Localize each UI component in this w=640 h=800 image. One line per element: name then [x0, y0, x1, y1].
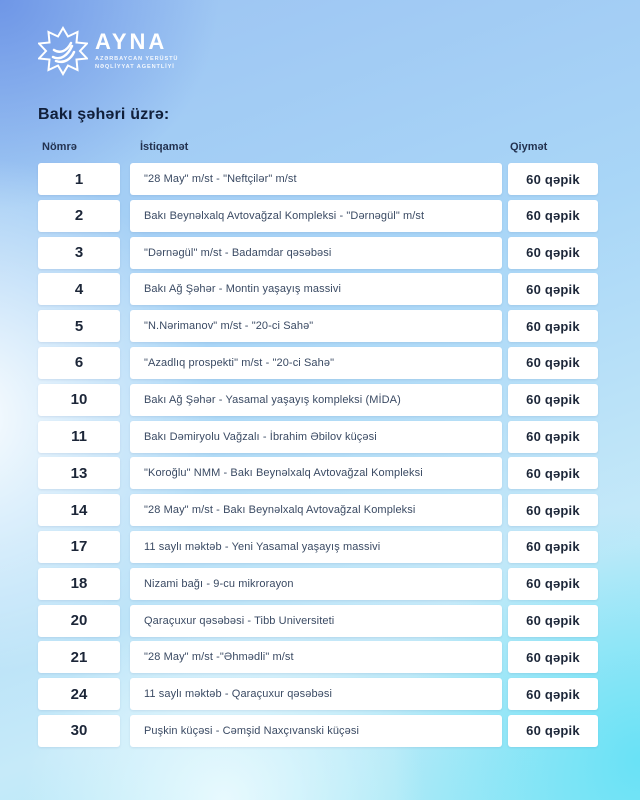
- route-direction-cell: "Koroğlu" NMM - Bakı Beynəlxalq Avtovağzal Kompleksi: [130, 457, 502, 489]
- route-price-cell: 60 qəpik: [508, 605, 598, 637]
- table-row: [38, 531, 598, 563]
- route-number-cell: 6: [38, 347, 120, 379]
- route-direction-cell: Puşkin küçəsi - Cəmşid Naxçıvanski küçəsi: [130, 715, 502, 747]
- route-price-cell: 60 qəpik: [508, 678, 598, 710]
- route-direction-cell: "28 May" m/st - "Neftçilər" m/st: [130, 163, 502, 195]
- logo-tagline-line2: NƏQLİYYAT AGENTLİYİ: [95, 63, 175, 70]
- table-row: [38, 605, 598, 637]
- table-row: [38, 715, 598, 747]
- table-row: [38, 568, 598, 600]
- route-price-cell: 60 qəpik: [508, 310, 598, 342]
- route-direction-cell: Nizami bağı - 9-cu mikrorayon: [130, 568, 502, 600]
- route-number-cell: 17: [38, 531, 120, 563]
- agency-logo: [38, 26, 178, 76]
- route-price-cell: 60 qəpik: [508, 494, 598, 526]
- page-title: Bakı şəhəri üzrə:: [38, 106, 170, 123]
- route-price-cell: 60 qəpik: [508, 715, 598, 747]
- header-direction: İstiqamət: [140, 141, 189, 153]
- route-price-cell: 60 qəpik: [508, 531, 598, 563]
- route-price-cell: 60 qəpik: [508, 568, 598, 600]
- route-price-cell: 60 qəpik: [508, 384, 598, 416]
- route-price-cell: 60 qəpik: [508, 641, 598, 673]
- table-header-row: [38, 141, 598, 153]
- route-direction-cell: Qaraçuxur qəsəbəsi - Tibb Universiteti: [130, 605, 502, 637]
- route-number-cell: 14: [38, 494, 120, 526]
- route-price-cell: 60 qəpik: [508, 457, 598, 489]
- table-row: [38, 200, 598, 232]
- logo-text-block: [95, 28, 179, 71]
- route-number-cell: 13: [38, 457, 120, 489]
- route-direction-cell: 11 saylı məktəb - Yeni Yasamal yaşayış massivi: [130, 531, 502, 563]
- table-row: [38, 310, 598, 342]
- route-number-cell: 2: [38, 200, 120, 232]
- table-body: [38, 163, 598, 752]
- table-row: [38, 384, 598, 416]
- logo-name: AYNA: [95, 28, 168, 54]
- route-direction-cell: "Dərnəgül" m/st - Badamdar qəsəbəsi: [130, 237, 502, 269]
- route-price-cell: 60 qəpik: [508, 200, 598, 232]
- route-direction-cell: Bakı Dəmiryolu Vağzalı - İbrahim Əbilov küçəsi: [130, 421, 502, 453]
- header-price: Qiymət: [510, 141, 548, 153]
- table-row: [38, 347, 598, 379]
- route-price-cell: 60 qəpik: [508, 421, 598, 453]
- route-price-cell: 60 qəpik: [508, 347, 598, 379]
- route-direction-cell: "Azadlıq prospekti" m/st - "20-ci Sahə": [130, 347, 502, 379]
- header-number: Nömrə: [42, 141, 77, 153]
- route-number-cell: 18: [38, 568, 120, 600]
- route-direction-cell: "N.Nərimanov" m/st - "20-ci Sahə": [130, 310, 502, 342]
- ayna-star-icon: [38, 26, 88, 76]
- route-number-cell: 1: [38, 163, 120, 195]
- route-price-cell: 60 qəpik: [508, 273, 598, 305]
- route-direction-cell: Bakı Ağ Şəhər - Montin yaşayış massivi: [130, 273, 502, 305]
- logo-tagline: [95, 56, 178, 71]
- table-row: [38, 494, 598, 526]
- route-number-cell: 24: [38, 678, 120, 710]
- route-number-cell: 4: [38, 273, 120, 305]
- route-number-cell: 11: [38, 421, 120, 453]
- table-row: [38, 163, 598, 195]
- route-number-cell: 20: [38, 605, 120, 637]
- table-row: [38, 421, 598, 453]
- route-number-cell: 3: [38, 237, 120, 269]
- table-row: [38, 273, 598, 305]
- route-direction-cell: Bakı Beynəlxalq Avtovağzal Kompleksi - "Dərnəgül" m/st: [130, 200, 502, 232]
- route-direction-cell: "28 May" m/st -"Əhmədli" m/st: [130, 641, 502, 673]
- route-price-cell: 60 qəpik: [508, 163, 598, 195]
- route-number-cell: 21: [38, 641, 120, 673]
- route-number-cell: 30: [38, 715, 120, 747]
- table-row: [38, 641, 598, 673]
- route-number-cell: 10: [38, 384, 120, 416]
- route-direction-cell: "28 May" m/st - Bakı Beynəlxalq Avtovağzal Kompleksi: [130, 494, 502, 526]
- route-direction-cell: Bakı Ağ Şəhər - Yasamal yaşayış kompleksi (MİDA): [130, 384, 502, 416]
- route-number-cell: 5: [38, 310, 120, 342]
- route-price-cell: 60 qəpik: [508, 237, 598, 269]
- table-row: [38, 678, 598, 710]
- table-row: [38, 237, 598, 269]
- route-direction-cell: 11 saylı məktəb - Qaraçuxur qəsəbəsi: [130, 678, 502, 710]
- table-row: [38, 457, 598, 489]
- logo-tagline-line1: AZƏRBAYCAN YERÜSTÜ: [95, 55, 179, 62]
